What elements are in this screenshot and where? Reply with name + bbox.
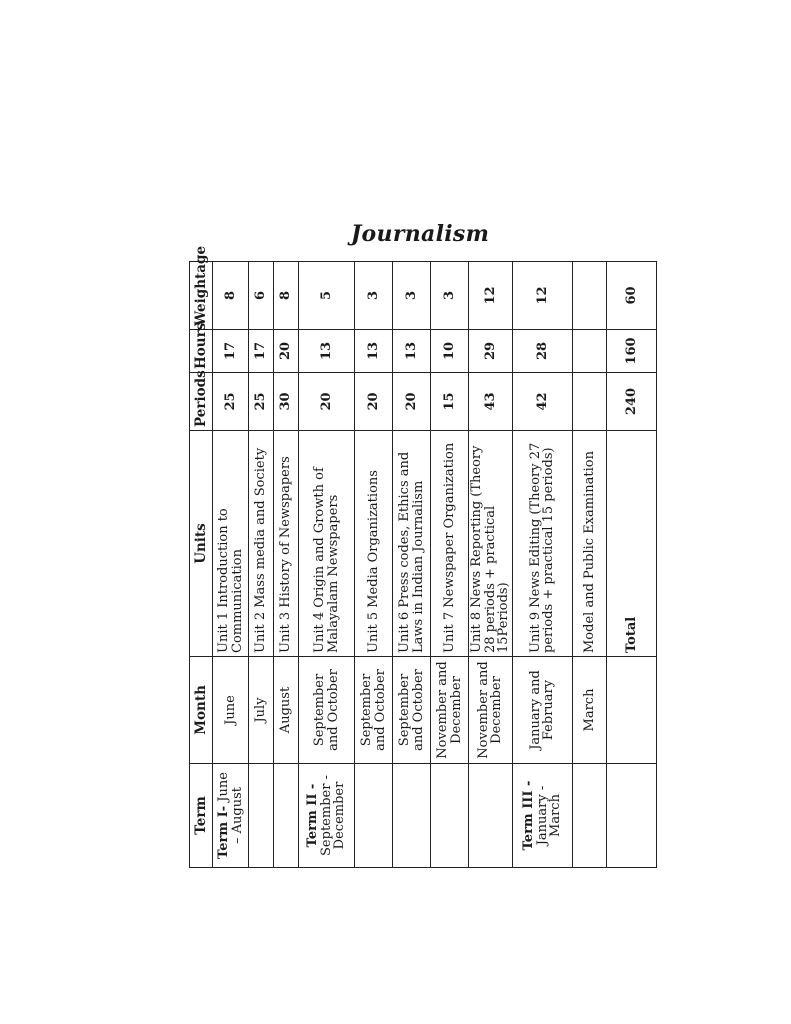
month-cell: September and October bbox=[299, 657, 355, 764]
header-periods: Periods bbox=[190, 373, 213, 431]
weightage-cell: 5 bbox=[299, 262, 355, 330]
periods-cell: 20 bbox=[393, 373, 431, 431]
term-cell bbox=[274, 764, 299, 868]
term-cell bbox=[213, 764, 249, 868]
term-name: Term I- bbox=[215, 805, 231, 859]
term-cell bbox=[512, 764, 572, 868]
hours-cell: 28 bbox=[512, 330, 572, 373]
header-weightage: Weightage bbox=[190, 262, 213, 330]
weightage-cell: 12 bbox=[469, 262, 513, 330]
term-cell bbox=[469, 764, 513, 868]
term-cell bbox=[299, 764, 355, 868]
term-cell bbox=[393, 764, 431, 868]
periods-cell bbox=[572, 373, 606, 431]
syllabus-table bbox=[189, 245, 657, 868]
header-month: Month bbox=[190, 657, 213, 764]
periods-cell: 25 bbox=[213, 373, 249, 431]
weightage-cell: 8 bbox=[213, 262, 249, 330]
periods-cell: 42 bbox=[512, 373, 572, 431]
units-cell: Unit 6 Press codes, Ethics and Laws in Indian Journalism bbox=[393, 431, 431, 657]
month-cell: August bbox=[274, 657, 299, 764]
weightage-cell: 6 bbox=[249, 262, 274, 330]
hours-cell: 13 bbox=[355, 330, 393, 373]
table-row bbox=[299, 262, 355, 868]
weightage-cell: 12 bbox=[512, 262, 572, 330]
month-cell: January and February bbox=[512, 657, 572, 764]
month-cell: March bbox=[572, 657, 606, 764]
units-cell: Unit 1 Introduction to Communication bbox=[213, 431, 249, 657]
weightage-cell: 3 bbox=[355, 262, 393, 330]
term-cell bbox=[249, 764, 274, 868]
table-row bbox=[355, 262, 393, 868]
weightage-cell: 3 bbox=[393, 262, 431, 330]
term-cell bbox=[606, 764, 656, 868]
hours-cell bbox=[572, 330, 606, 373]
units-cell: Unit 3 History of Newspapers bbox=[274, 431, 299, 657]
periods-cell: 20 bbox=[355, 373, 393, 431]
table-header-row bbox=[190, 262, 213, 868]
total-row bbox=[606, 262, 656, 868]
total-periods: 240 bbox=[606, 373, 656, 431]
weightage-cell bbox=[572, 262, 606, 330]
month-cell: September and October bbox=[355, 657, 393, 764]
units-cell: Unit 4 Origin and Growth of Malayalam Newspapers bbox=[299, 431, 355, 657]
total-label: Total bbox=[606, 431, 656, 657]
periods-cell: 15 bbox=[431, 373, 469, 431]
month-cell: November and December bbox=[469, 657, 513, 764]
units-cell: Unit 9 News Editing (Theory 27 periods + practical 15 periods) bbox=[512, 431, 572, 657]
units-cell: Unit 2 Mass media and Society bbox=[249, 431, 274, 657]
term-name: Term III - bbox=[520, 780, 536, 851]
table-row bbox=[431, 262, 469, 868]
periods-cell: 43 bbox=[469, 373, 513, 431]
header-hours: Hours bbox=[190, 330, 213, 373]
total-weightage: 60 bbox=[606, 262, 656, 330]
periods-cell: 20 bbox=[299, 373, 355, 431]
syllabus-table-container bbox=[189, 245, 647, 868]
term-period: September - December bbox=[318, 775, 348, 856]
table-row bbox=[213, 262, 249, 868]
weightage-cell: 8 bbox=[274, 262, 299, 330]
hours-cell: 17 bbox=[249, 330, 274, 373]
header-units: Units bbox=[190, 431, 213, 657]
page-title: Journalism bbox=[350, 221, 490, 247]
periods-cell: 30 bbox=[274, 373, 299, 431]
total-hours: 160 bbox=[606, 330, 656, 373]
table-row bbox=[469, 262, 513, 868]
header-term: Term bbox=[190, 764, 213, 868]
term-cell bbox=[431, 764, 469, 868]
table-row bbox=[512, 262, 572, 868]
hours-cell: 13 bbox=[393, 330, 431, 373]
periods-cell: 25 bbox=[249, 373, 274, 431]
hours-cell: 29 bbox=[469, 330, 513, 373]
units-cell: Unit 8 News Reporting (Theory 28 periods + practical 15Periods) bbox=[469, 431, 513, 657]
hours-cell: 17 bbox=[213, 330, 249, 373]
units-cell: Model and Public Examination bbox=[572, 431, 606, 657]
table-row bbox=[572, 262, 606, 868]
term-cell bbox=[572, 764, 606, 868]
table-row bbox=[249, 262, 274, 868]
term-name: Term II - bbox=[305, 783, 321, 848]
table-row bbox=[393, 262, 431, 868]
units-cell: Unit 5 Media Organizations bbox=[355, 431, 393, 657]
month-cell bbox=[606, 657, 656, 764]
table-row bbox=[274, 262, 299, 868]
month-cell: July bbox=[249, 657, 274, 764]
hours-cell: 10 bbox=[431, 330, 469, 373]
units-cell: Unit 7 Newspaper Organization bbox=[431, 431, 469, 657]
term-period: January - March bbox=[534, 785, 564, 846]
month-cell: November and December bbox=[431, 657, 469, 764]
hours-cell: 13 bbox=[299, 330, 355, 373]
month-cell: June bbox=[213, 657, 249, 764]
term-cell bbox=[355, 764, 393, 868]
hours-cell: 20 bbox=[274, 330, 299, 373]
weightage-cell: 3 bbox=[431, 262, 469, 330]
month-cell: September and October bbox=[393, 657, 431, 764]
term-period: June – August bbox=[215, 772, 245, 844]
